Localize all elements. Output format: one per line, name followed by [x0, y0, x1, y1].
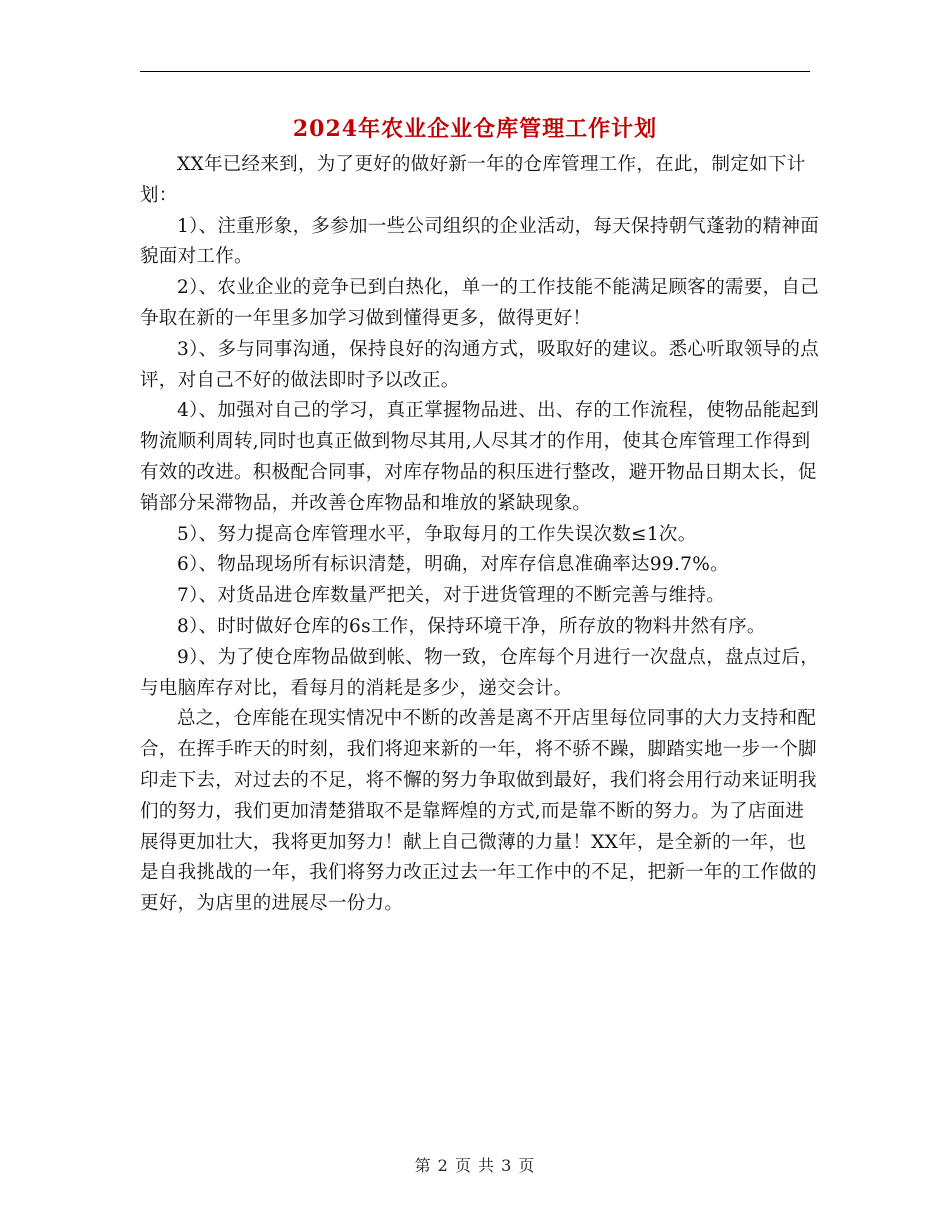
plan-item-7: 7）、对货品进仓库数量严把关，对于进货管理的不断完善与维持。 — [177, 585, 726, 607]
plan-item-3: 3）、多与同事沟通，保持良好的沟通方式，吸取好的建议。悉心听取领导的点评，对自己不好的做法即时予以改正。 — [140, 338, 820, 391]
header-rule — [140, 71, 810, 72]
conclusion-paragraph: 总之，仓库能在现实情况中不断的改善是离不开店里每位同事的大力支持和配合，在挥手昨天的时刻，我们将迎来新的一年，将不骄不躁，脚踏实地一步一个脚印走下去，对过去的不足，将不懈的努力争取做到最好，我们将会用行动来证明我们的努力，我们更加清楚猎取不是靠辉煌的方式,而是靠不断的努力。为了店面进展得更加壮大，我将更加努力！献上自己微薄的力量！XX年，是全新的一年，也是自我挑战的一年，我们将努力改正过去一年工作中的不足，把新一年的工作做的更好，为店里的进展尽一份力。 — [140, 708, 817, 915]
plan-item-8: 8）、时时做好仓库的6s工作，保持环境干净，所存放的物料井然有序。 — [177, 615, 766, 637]
plan-item-1: 1）、注重形象，多参加一些公司组织的企业活动，每天保持朝气蓬勃的精神面貌面对工作。 — [140, 215, 820, 268]
document-title: 2024年农业企业仓库管理工作计划 — [292, 116, 658, 142]
plan-item-9: 9）、为了使仓库物品做到帐、物一致，仓库每个月进行一次盘点，盘点过后，与电脑库存对比，看每月的消耗是多少，递交会计。 — [140, 646, 820, 699]
intro-paragraph: XX年已经来到，为了更好的做好新一年的仓库管理工作，在此，制定如下计划： — [140, 154, 806, 206]
plan-item-4: 4）、加强对自己的学习，真正掌握物品进、出、存的工作流程，使物品能起到物流顺利周转,同时也真正做到物尽其用,人尽其才的作用，使其仓库管理工作得到有效的改进。积极配合同事，对库存物品的积压进行整改，避开物品日期太长，促销部分呆滞物品，并改善仓库物品和堆放的紧缺现象。 — [140, 400, 820, 514]
plan-item-2: 2）、农业企业的竞争已到白热化，单一的工作技能不能满足顾客的需要，自己争取在新的一年里多加学习做到懂得更多，做得更好！ — [140, 277, 820, 329]
plan-item-5: 5）、努力提高仓库管理水平，争取每月的工作失误次数≤1次。 — [177, 523, 697, 545]
page-number: 第 2 页 共 3 页 — [414, 1156, 536, 1175]
document-body — [140, 150, 820, 920]
plan-item-6: 6）、物品现场所有标识清楚，明确，对库存信息准确率达99.7%。 — [177, 554, 729, 576]
